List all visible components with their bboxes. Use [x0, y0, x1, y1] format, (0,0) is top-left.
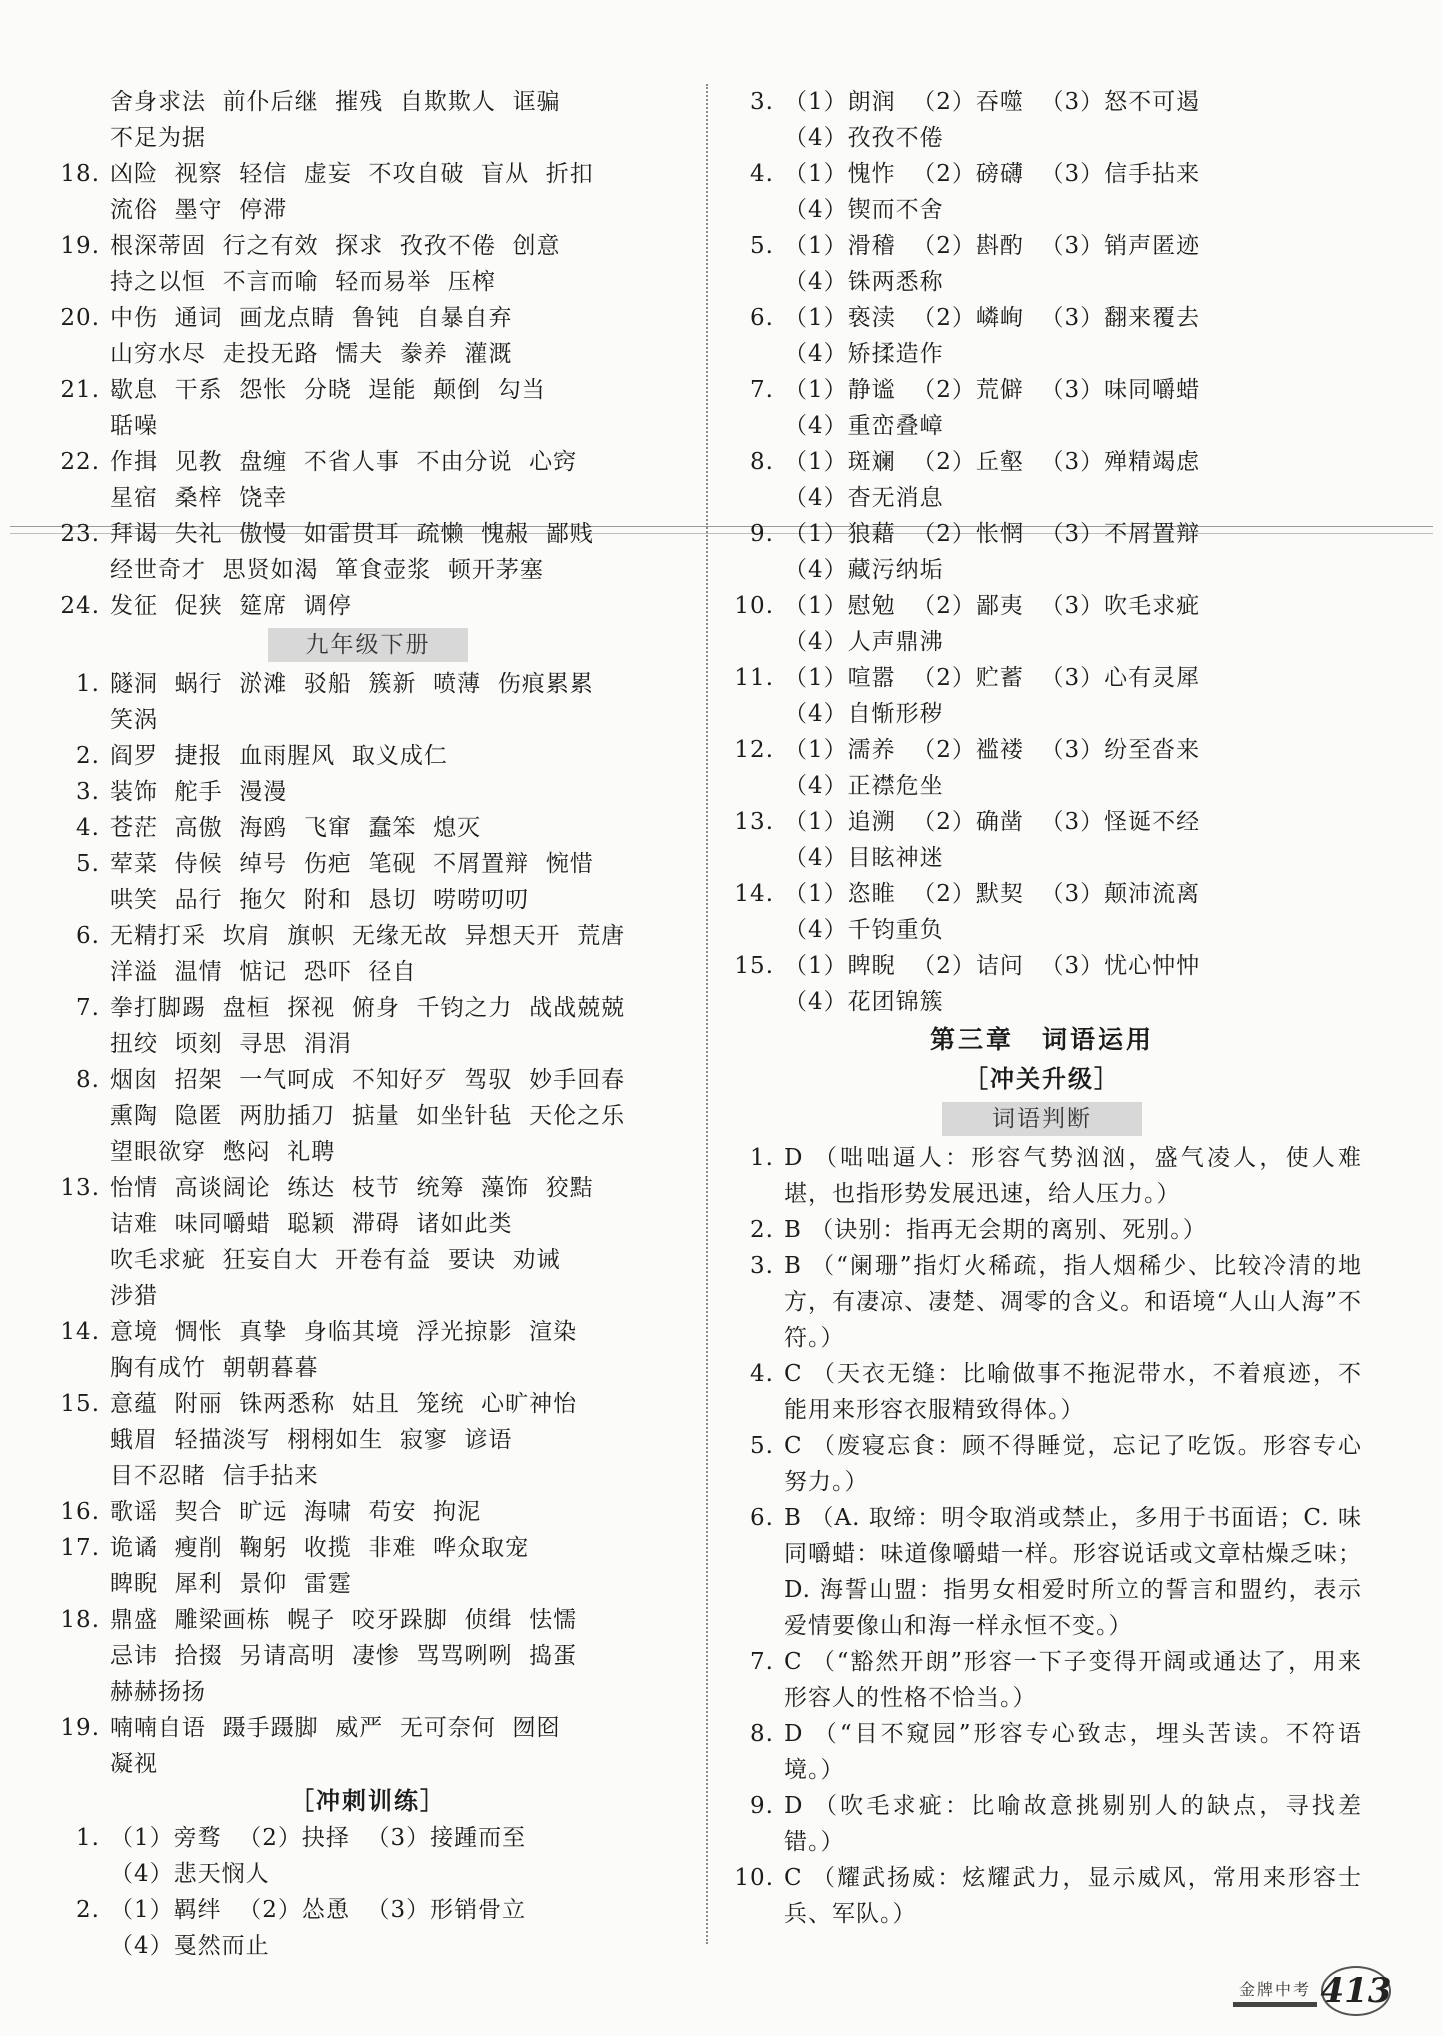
item-number [48, 1458, 110, 1494]
item-number: 20. [60, 305, 100, 331]
list-item [48, 1170, 688, 1206]
page-footer [1233, 1966, 1391, 2016]
item-text: （4）正襟危坐 [784, 773, 944, 799]
list-item [48, 1856, 688, 1892]
list-item [722, 336, 1362, 372]
list-item [48, 516, 688, 552]
item-text: （1）濡养 （2）褴褛 （3）纷至沓来 [784, 737, 1201, 763]
item-number [48, 192, 110, 228]
item-text: 拳打脚踢 盘桓 探视 俯身 千钧之力 战战兢兢 [110, 995, 626, 1021]
list-item [48, 954, 688, 990]
list-item [48, 336, 688, 372]
list-item [48, 480, 688, 516]
item-number [722, 984, 784, 1020]
item-number: 8. [750, 449, 774, 475]
item-number [48, 954, 110, 990]
item-text: （4）矫揉造作 [784, 341, 944, 367]
list-item [722, 696, 1362, 732]
item-number: 7. [76, 995, 100, 1021]
judgment-item [722, 1500, 1362, 1644]
list-item [48, 1674, 688, 1710]
item-text: （4）自惭形秽 [784, 701, 944, 727]
item-text: （4）锲而不舍 [784, 197, 944, 223]
item-text: 胸有成竹 朝朝暮暮 [110, 1355, 319, 1381]
item-text: 阎罗 捷报 血雨腥风 取义成仁 [110, 743, 448, 769]
sprint-list [48, 1820, 688, 1964]
item-number [48, 1422, 110, 1458]
list-item [722, 264, 1362, 300]
item-text: 凶险 视察 轻信 虚妄 不攻自破 盲从 折扣 [110, 161, 594, 187]
judgment-text: B （诀别：指再无会期的离别、死别。） [784, 1217, 1207, 1243]
list-item [48, 1134, 688, 1170]
item-number [48, 480, 110, 516]
item-number: 13. [734, 809, 774, 835]
list-item [48, 1026, 688, 1062]
judgment-item [722, 1248, 1362, 1356]
list-item [722, 408, 1362, 444]
item-text: 扭绞 顷刻 寻思 涓涓 [110, 1031, 352, 1057]
item-number [48, 408, 110, 444]
item-text: 聒噪 [110, 413, 158, 439]
item-number [722, 480, 784, 516]
list-item [48, 702, 688, 738]
item-text: 装饰 舵手 漫漫 [110, 779, 288, 805]
item-text: （1）狼藉 （2）怅惘 （3）不屑置辩 [784, 521, 1201, 547]
item-text: （1）恣睢 （2）默契 （3）颠沛流离 [784, 881, 1201, 907]
item-text: （4）铢两悉称 [784, 269, 944, 295]
item-number [722, 840, 784, 876]
item-number: 10. [734, 593, 774, 619]
item-text: （4）孜孜不倦 [784, 125, 944, 151]
judgment-text: D （吹毛求疵：比喻故意挑剔别人的缺点，寻找差错。） [784, 1793, 1362, 1855]
item-text: 目不忍睹 信手拈来 [110, 1463, 319, 1489]
item-number: 5. [76, 851, 100, 877]
list-item [722, 912, 1362, 948]
list-item [722, 840, 1362, 876]
item-number [48, 1746, 110, 1782]
item-text: （1）静谧 （2）荒僻 （3）味同嚼蜡 [784, 377, 1201, 403]
item-text: （4）戛然而止 [110, 1933, 270, 1959]
judgment-text: B （A. 取缔：明令取消或禁止，多用于书面语；C. 味同嚼蜡：味道像嚼蜡一样。形容说话或文章枯燥乏味；D. 海誓山盟：指男女相爱时所立的誓言和盟约，表示爱情要像山和海一样永恒不变。） [784, 1505, 1362, 1639]
list-item [48, 1928, 688, 1964]
item-text: （1）愧怍 （2）磅礴 （3）信手拈来 [784, 161, 1201, 187]
right-answer-list [722, 84, 1362, 1020]
item-text: 不足为据 [110, 125, 206, 151]
item-number: 11. [734, 665, 774, 691]
item-number [48, 1278, 110, 1314]
item-text: 烟囱 招架 一气呵成 不知好歹 驾驭 妙手回春 [110, 1067, 626, 1093]
item-number [722, 192, 784, 228]
item-number: 2. [750, 1217, 774, 1243]
list-item [722, 876, 1362, 912]
judgment-text: D （咄咄逼人：形容气势汹汹，盛气凌人，使人难堪，也指形势发展迅速，给人压力。） [784, 1145, 1362, 1207]
item-text: 意蕴 附丽 铢两悉称 姑且 笼统 心旷神怡 [110, 1391, 578, 1417]
item-number: 5. [750, 1433, 774, 1459]
item-number [48, 1638, 110, 1674]
list-item [48, 1892, 688, 1928]
item-text: 喃喃自语 蹑手蹑脚 威严 无可奈何 囫囵 [110, 1715, 561, 1741]
item-number: 9. [750, 521, 774, 547]
item-text: 蛾眉 轻描淡写 栩栩如生 寂寥 谚语 [110, 1427, 513, 1453]
list-item [48, 1820, 688, 1856]
item-number: 22. [60, 449, 100, 475]
item-text: 荤菜 侍候 绰号 伤疤 笔砚 不屑置辩 惋惜 [110, 851, 594, 877]
list-item [48, 588, 688, 624]
judgment-item [722, 1428, 1362, 1500]
list-item [722, 732, 1362, 768]
list-item [722, 984, 1362, 1020]
list-item [48, 1746, 688, 1782]
item-text: 熏陶 隐匿 两肋插刀 掂量 如坐针毡 天伦之乐 [110, 1103, 626, 1129]
item-number: 19. [60, 233, 100, 259]
list-item [48, 408, 688, 444]
judgment-text: C （天衣无缝：比喻做事不拖泥带水，不着痕迹，不能用来形容衣服精致得体。） [784, 1361, 1362, 1423]
judgment-text: C （废寝忘食：顾不得睡觉，忘记了吃饭。形容专心努力。） [784, 1433, 1362, 1495]
judgment-text: D （“目不窥园”形容专心致志，埋头苦读。不符语境。） [784, 1721, 1362, 1783]
item-number [48, 84, 110, 120]
item-number: 19. [60, 1715, 100, 1741]
item-text: 歇息 干系 怨怅 分晓 逞能 颠倒 勾当 [110, 377, 546, 403]
item-text: 拜谒 失礼 傲慢 如雷贯耳 疏懒 愧赧 鄙贱 [110, 521, 594, 547]
item-text: 无精打采 坎肩 旗帜 无缘无故 异想天开 荒唐 [110, 923, 626, 949]
judgment-text: C （耀武扬威：炫耀武力，显示威风，常用来形容士兵、军队。） [784, 1865, 1362, 1927]
list-item [722, 120, 1362, 156]
item-text: 赫赫扬扬 [110, 1679, 206, 1705]
item-text: 发征 促狭 筵席 调停 [110, 593, 352, 619]
section-title-judgment: 词语判断 [942, 1102, 1142, 1136]
list-item [48, 84, 688, 120]
item-text: 歌谣 契合 旷远 海啸 苟安 拘泥 [110, 1499, 482, 1525]
list-item [48, 1242, 688, 1278]
item-text: 山穷水尽 走投无路 懦夫 豢养 灌溉 [110, 341, 513, 367]
item-number: 15. [734, 953, 774, 979]
item-text: 苍茫 高傲 海鸥 飞窜 蠢笨 熄灭 [110, 815, 482, 841]
list-item [48, 666, 688, 702]
list-item [48, 990, 688, 1026]
item-text: 意境 惆怅 真挚 身临其境 浮光掠影 渲染 [110, 1319, 578, 1345]
list-item [48, 810, 688, 846]
column-divider [706, 84, 708, 1944]
upgrade-title: ［冲关升级］ [964, 1064, 1120, 1093]
list-item [48, 1494, 688, 1530]
item-number: 4. [750, 161, 774, 187]
judgment-item [722, 1644, 1362, 1716]
brand-label: 金牌中考 [1233, 1975, 1317, 2007]
section-title-grade9: 九年级下册 [268, 628, 468, 662]
item-number [48, 1350, 110, 1386]
item-text: 根深蒂固 行之有效 探求 孜孜不倦 创意 [110, 233, 561, 259]
list-item [722, 552, 1362, 588]
item-text: 洋溢 温情 惦记 恐吓 径自 [110, 959, 417, 985]
item-number [722, 912, 784, 948]
item-text: 诡谲 瘦削 鞠躬 收揽 非难 哗众取宠 [110, 1535, 530, 1561]
item-number: 23. [60, 521, 100, 547]
item-number [722, 336, 784, 372]
item-number: 24. [60, 593, 100, 619]
list-item [722, 516, 1362, 552]
list-item [48, 1602, 688, 1638]
judgment-item [722, 1140, 1362, 1212]
item-number: 7. [750, 377, 774, 403]
list-item [48, 120, 688, 156]
item-number: 1. [76, 1825, 100, 1851]
item-number [48, 882, 110, 918]
list-item [722, 624, 1362, 660]
item-text: （1）朗润 （2）吞噬 （3）怒不可遏 [784, 89, 1201, 115]
list-item [48, 774, 688, 810]
judgment-item [722, 1212, 1362, 1248]
list-item [48, 846, 688, 882]
item-number: 2. [76, 1897, 100, 1923]
item-number: 4. [76, 815, 100, 841]
item-text: 凝视 [110, 1751, 158, 1777]
item-number: 4. [750, 1361, 774, 1387]
list-item [48, 1062, 688, 1098]
judgment-text: B （“阑珊”指灯火稀疏，指人烟稀少、比较冷清的地方，有凄凉、凄楚、凋零的含义。和语境“人山人海”不符。） [784, 1253, 1362, 1351]
list-item [722, 192, 1362, 228]
item-text: （4）杳无消息 [784, 485, 944, 511]
list-item [48, 228, 688, 264]
list-item [722, 768, 1362, 804]
list-item [48, 552, 688, 588]
item-number: 18. [60, 161, 100, 187]
left-top-list [48, 84, 688, 624]
item-number [722, 408, 784, 444]
item-text: 鼎盛 雕梁画栋 幌子 咬牙跺脚 侦缉 怯懦 [110, 1607, 578, 1633]
item-text: （1）喧嚣 （2）贮蓄 （3）心有灵犀 [784, 665, 1201, 691]
item-text: 星宿 桑梓 饶幸 [110, 485, 288, 511]
item-number: 6. [750, 305, 774, 331]
list-item [48, 1566, 688, 1602]
item-number [48, 1242, 110, 1278]
item-text: （1）旁骛 （2）抉择 （3）接踵而至 [110, 1825, 527, 1851]
item-number: 5. [750, 233, 774, 259]
judgment-item [722, 1788, 1362, 1860]
page-number: 413 [1321, 1966, 1391, 2016]
item-number: 18. [60, 1607, 100, 1633]
item-number [48, 1674, 110, 1710]
item-text: （1）滑稽 （2）斟酌 （3）销声匿迹 [784, 233, 1201, 259]
item-text: 睥睨 犀利 景仰 雷霆 [110, 1571, 352, 1597]
item-text: 作揖 见教 盘缠 不省人事 不由分说 心窍 [110, 449, 578, 475]
item-number [48, 120, 110, 156]
item-number [48, 1206, 110, 1242]
item-number: 1. [750, 1145, 774, 1171]
right-column [722, 84, 1362, 1932]
item-text: （1）斑斓 （2）丘壑 （3）殚精竭虑 [784, 449, 1201, 475]
item-text: （1）睥睨 （2）诘问 （3）忧心忡忡 [784, 953, 1201, 979]
item-text: （4）藏污纳垢 [784, 557, 944, 583]
list-item [48, 1278, 688, 1314]
item-number [48, 1026, 110, 1062]
item-text: 隧洞 蜗行 淤滩 驳船 簇新 喷薄 伤痕累累 [110, 671, 594, 697]
item-number: 2. [76, 743, 100, 769]
item-number: 12. [734, 737, 774, 763]
list-item [48, 738, 688, 774]
list-item [722, 84, 1362, 120]
item-number: 14. [734, 881, 774, 907]
list-item [722, 372, 1362, 408]
item-text: 笑涡 [110, 707, 158, 733]
item-number: 21. [60, 377, 100, 403]
item-text: 中伤 通词 画龙点睛 鲁钝 自暴自弃 [110, 305, 513, 331]
item-number [48, 336, 110, 372]
sprint-title: ［冲刺训练］ [290, 1786, 446, 1815]
item-number [48, 1566, 110, 1602]
item-number: 6. [750, 1505, 774, 1531]
item-text: （1）羁绊 （2）怂恿 （3）形销骨立 [110, 1897, 527, 1923]
item-text: 诘难 味同嚼蜡 聪颖 滞碍 诸如此类 [110, 1211, 513, 1237]
item-number: 17. [60, 1535, 100, 1561]
list-item [48, 918, 688, 954]
chapter-title: 第三章 词语运用 [929, 1025, 1154, 1054]
list-item [722, 300, 1362, 336]
list-item [48, 444, 688, 480]
list-item [48, 1458, 688, 1494]
item-number: 3. [750, 89, 774, 115]
item-number: 1. [76, 671, 100, 697]
item-number: 3. [750, 1253, 774, 1279]
item-text: 持之以恒 不言而喻 轻而易举 压榨 [110, 269, 496, 295]
item-text: 舍身求法 前仆后继 摧残 自欺欺人 诓骗 [110, 89, 561, 115]
judgment-item [722, 1716, 1362, 1788]
item-number [722, 624, 784, 660]
item-text: 涉猎 [110, 1283, 158, 1309]
item-text: 流俗 墨守 停滞 [110, 197, 288, 223]
item-number: 6. [76, 923, 100, 949]
item-text: （4）目眩神迷 [784, 845, 944, 871]
list-item [48, 1638, 688, 1674]
item-number [48, 1928, 110, 1964]
item-number: 14. [60, 1319, 100, 1345]
item-text: （4）千钧重负 [784, 917, 944, 943]
item-text: （1）追溯 （2）确凿 （3）怪诞不经 [784, 809, 1201, 835]
item-text: （4）重峦叠嶂 [784, 413, 944, 439]
item-number [722, 768, 784, 804]
list-item [48, 1710, 688, 1746]
item-number [722, 120, 784, 156]
judgment-item [722, 1860, 1362, 1932]
item-number: 10. [734, 1865, 774, 1891]
item-text: （4）花团锦簇 [784, 989, 944, 1015]
list-item [48, 192, 688, 228]
item-text: （4）悲天悯人 [110, 1861, 270, 1887]
item-number: 8. [76, 1067, 100, 1093]
list-item [722, 480, 1362, 516]
item-number [48, 264, 110, 300]
list-item [722, 228, 1362, 264]
item-number [722, 264, 784, 300]
list-item [48, 156, 688, 192]
left-column [48, 84, 688, 1964]
list-item [48, 1422, 688, 1458]
item-number [48, 1134, 110, 1170]
judgment-text: C （“豁然开朗”形容一下子变得开阔或通达了，用来形容人的性格不恰当。） [784, 1649, 1362, 1711]
item-number: 16. [60, 1499, 100, 1525]
item-number: 7. [750, 1649, 774, 1675]
list-item [722, 156, 1362, 192]
list-item [48, 1098, 688, 1134]
item-text: 怡情 高谈阔论 练达 枝节 统筹 藻饰 狡黠 [110, 1175, 594, 1201]
item-text: （1）亵渎 （2）嶙峋 （3）翻来覆去 [784, 305, 1201, 331]
item-number [722, 552, 784, 588]
item-text: 望眼欲穿 憋闷 礼聘 [110, 1139, 336, 1165]
item-text: 忌讳 拾掇 另请高明 凄惨 骂骂咧咧 捣蛋 [110, 1643, 578, 1669]
list-item [48, 300, 688, 336]
list-item [48, 1386, 688, 1422]
list-item [722, 444, 1362, 480]
list-item [722, 804, 1362, 840]
list-item [48, 1530, 688, 1566]
item-number [48, 552, 110, 588]
list-item [48, 882, 688, 918]
list-item [48, 1206, 688, 1242]
list-item [48, 1350, 688, 1386]
item-text: （1）慰勉 （2）鄙夷 （3）吹毛求疵 [784, 593, 1201, 619]
judgment-list [722, 1140, 1362, 1932]
list-item [48, 264, 688, 300]
item-text: （4）人声鼎沸 [784, 629, 944, 655]
item-text: 哄笑 品行 拖欠 附和 恳切 唠唠叨叨 [110, 887, 530, 913]
list-item [48, 372, 688, 408]
item-number [48, 702, 110, 738]
item-text: 吹毛求疵 狂妄自大 开卷有益 要诀 劝诫 [110, 1247, 561, 1273]
judgment-item [722, 1356, 1362, 1428]
item-number: 8. [750, 1721, 774, 1747]
item-number: 9. [750, 1793, 774, 1819]
list-item [48, 1314, 688, 1350]
grade9-list [48, 666, 688, 1782]
list-item [722, 588, 1362, 624]
item-number: 15. [60, 1391, 100, 1417]
item-number [722, 696, 784, 732]
item-number: 13. [60, 1175, 100, 1201]
item-number: 3. [76, 779, 100, 805]
item-text: 经世奇才 思贤如渴 箪食壶浆 顿开茅塞 [110, 557, 544, 583]
item-number [48, 1098, 110, 1134]
list-item [722, 660, 1362, 696]
list-item [722, 948, 1362, 984]
item-number [48, 1856, 110, 1892]
